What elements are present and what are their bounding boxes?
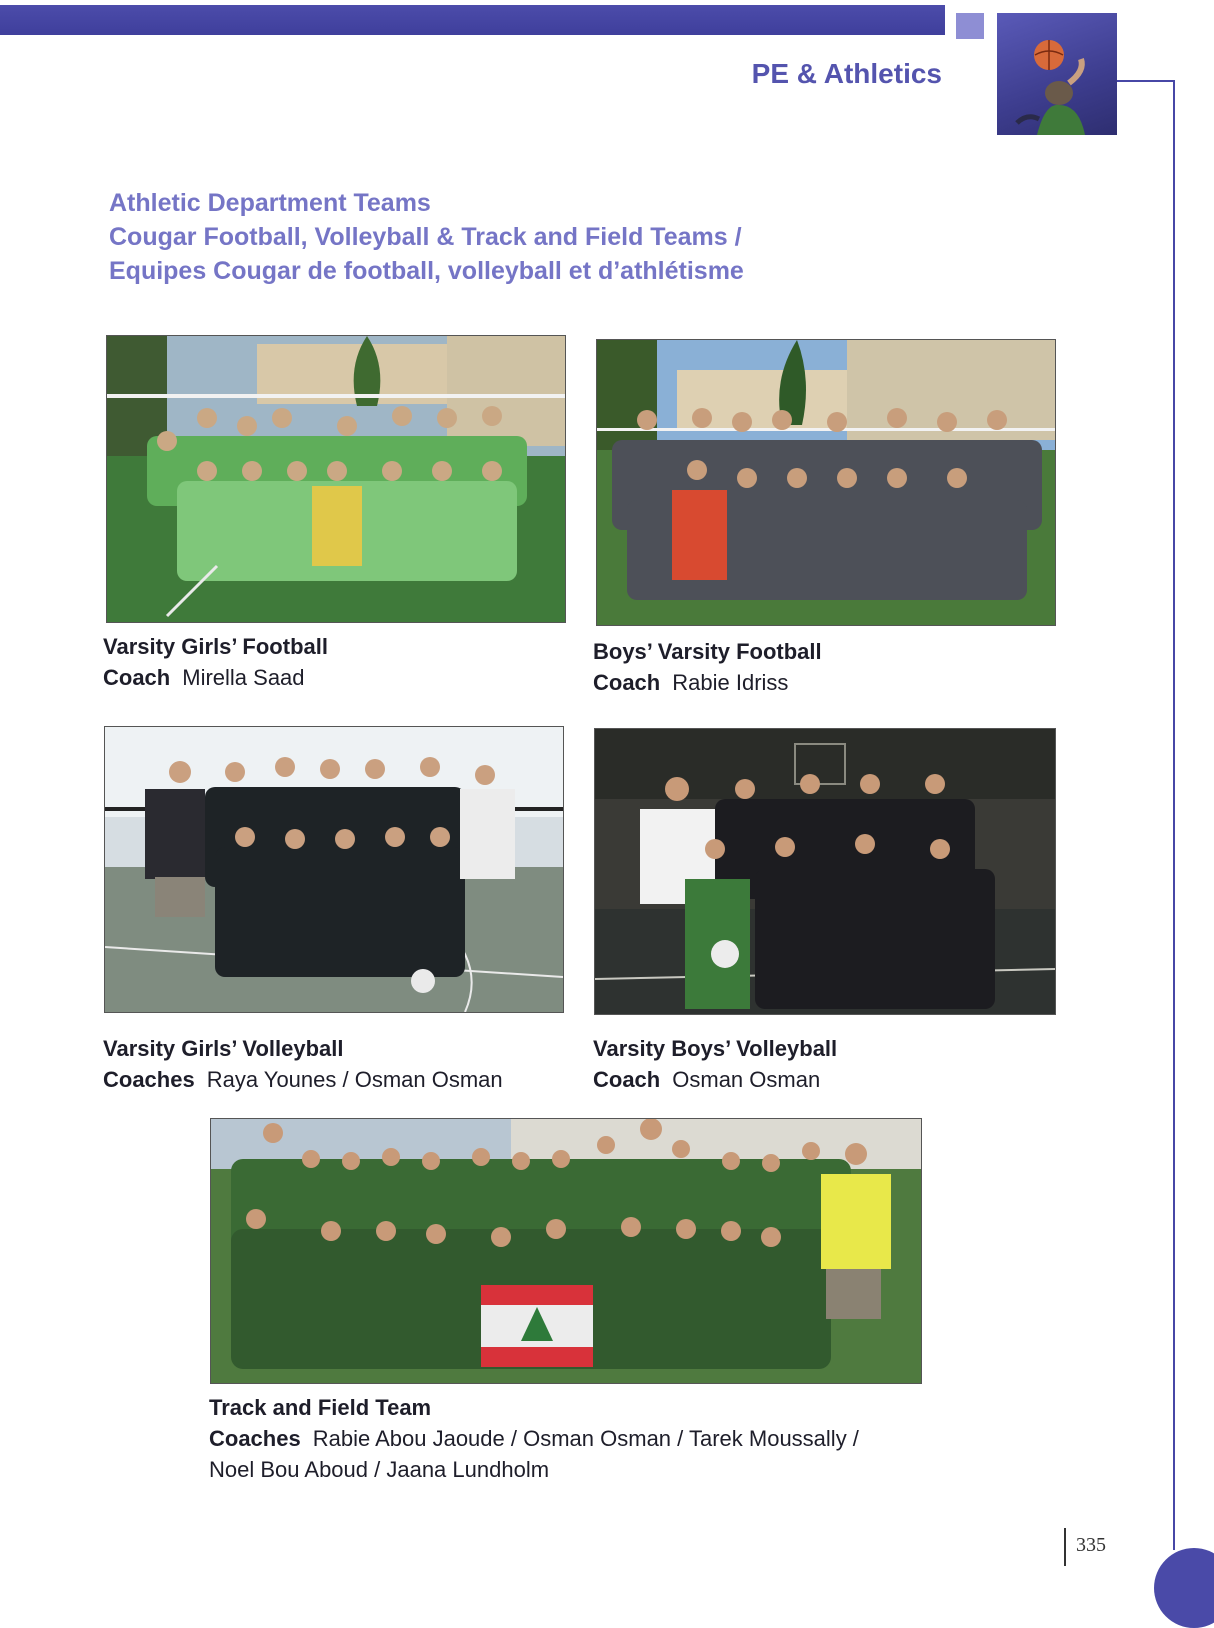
girls-football-caption	[103, 631, 328, 693]
girls-volleyball-team-photo	[104, 726, 564, 1013]
team-title: Track and Field Team	[209, 1395, 432, 1420]
boys-football-team-photo	[596, 339, 1056, 626]
girls-volleyball-caption	[103, 1033, 503, 1095]
coach-names: Rabie Abou Jaoude / Osman Osman / Tarek Moussally /	[312, 1426, 859, 1451]
coach-label: Coach	[103, 665, 171, 690]
page-number: 335	[1076, 1534, 1106, 1556]
coach-names: Mirella Saad	[182, 665, 305, 690]
team-title: Varsity Girls’ Volleyball	[103, 1036, 344, 1061]
team-title: Varsity Boys’ Volleyball	[593, 1036, 838, 1061]
coach-label: Coach	[593, 1067, 661, 1092]
team-title: Varsity Girls’ Football	[103, 634, 328, 659]
coach-names: Rabie Idriss	[672, 670, 789, 695]
page-heading	[109, 186, 744, 288]
coach-label: Coaches	[209, 1426, 301, 1451]
track-and-field-caption	[209, 1392, 859, 1485]
track-and-field-team-photo	[210, 1118, 922, 1384]
frame-line-horizontal	[1117, 80, 1175, 82]
coach-label: Coaches	[103, 1067, 195, 1092]
section-title: PE & Athletics	[751, 58, 942, 89]
page-number-divider	[1064, 1528, 1066, 1566]
top-accent-square	[956, 13, 984, 39]
heading-line-1: Athletic Department Teams	[109, 189, 431, 217]
coach-label: Coach	[593, 670, 661, 695]
coach-names: Osman Osman	[672, 1067, 821, 1092]
heading-line-2: Cougar Football, Volleyball & Track and Field Teams /	[109, 223, 742, 251]
heading-line-3: Equipes Cougar de football, volleyball et d’athlétisme	[109, 257, 744, 285]
frame-line-vertical	[1173, 80, 1175, 1550]
boys-volleyball-caption	[593, 1033, 837, 1095]
basketball-player-photo	[997, 13, 1117, 135]
boys-volleyball-team-photo	[594, 728, 1056, 1015]
team-title: Boys’ Varsity Football	[593, 639, 822, 664]
top-accent-bar	[0, 5, 945, 35]
boys-football-caption	[593, 636, 822, 698]
coach-names: Raya Younes / Osman Osman	[206, 1067, 503, 1092]
coach-names-continued: Noel Bou Aboud / Jaana Lundholm	[209, 1457, 550, 1482]
page-corner-tab	[1154, 1548, 1214, 1628]
girls-football-team-photo	[106, 335, 566, 623]
